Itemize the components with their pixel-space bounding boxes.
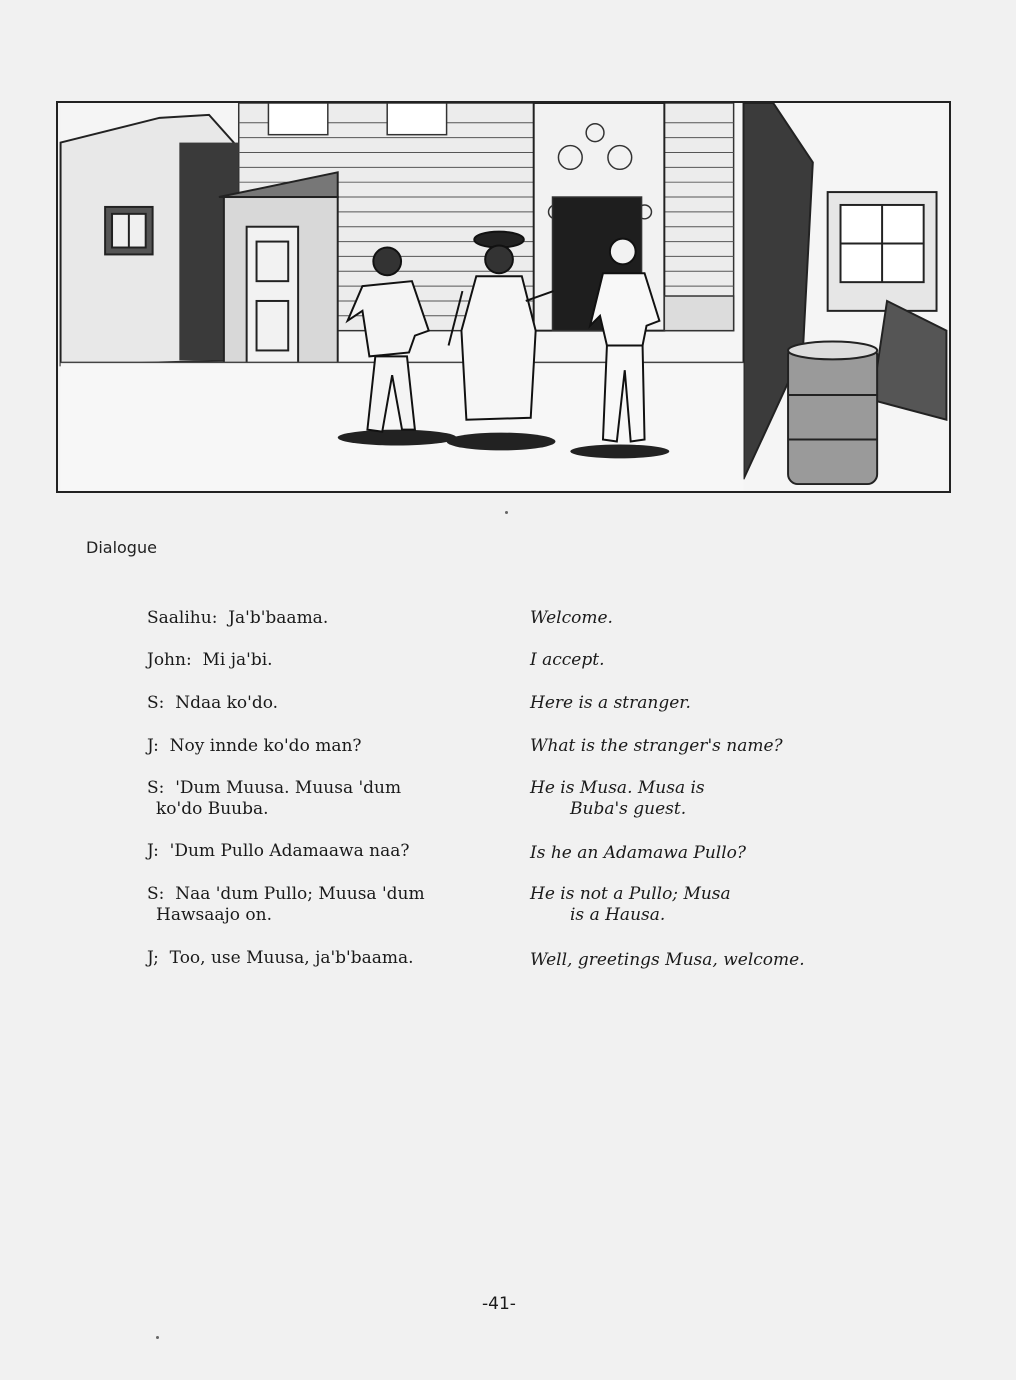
translation-line: He is Musa. Musa is xyxy=(530,778,705,798)
section-heading: Dialogue xyxy=(86,538,157,557)
speaker-label: J; xyxy=(147,948,159,968)
fula-text: Too, use Muusa, ja'b'baama. xyxy=(169,948,414,968)
dialogue-line xyxy=(147,948,414,969)
translation-line: Here is a stranger. xyxy=(530,693,691,713)
scan-speck xyxy=(156,1336,159,1339)
translation-line-continuation: Buba's guest. xyxy=(570,799,687,819)
dialogue-line xyxy=(147,650,273,671)
translation-line: He is not a Pullo; Musa xyxy=(530,884,731,904)
fula-text: 'Dum Muusa. Muusa 'dum xyxy=(175,778,402,798)
speaker-label: J: xyxy=(147,841,159,861)
fula-text: Hawsaajo on. xyxy=(156,905,273,925)
dialogue-line-continuation xyxy=(147,799,269,820)
dialogue-line xyxy=(147,608,328,629)
dialogue-line-continuation xyxy=(147,905,272,926)
speaker-label: J: xyxy=(147,736,159,756)
oil-barrel xyxy=(788,342,877,485)
dialogue-line xyxy=(147,841,409,862)
speaker-label: Saalihu: xyxy=(147,608,218,628)
dialogue-line xyxy=(147,693,278,714)
dialogue-line xyxy=(147,884,425,905)
fula-text: Mi ja'bi. xyxy=(202,650,273,670)
translation-line: Well, greetings Musa, welcome. xyxy=(530,950,805,970)
outhouse xyxy=(219,172,338,365)
fula-text: Noy innde ko'do man? xyxy=(169,736,362,756)
speaker-label: S: xyxy=(147,693,165,713)
dialogue-line xyxy=(147,736,362,757)
translation-line: Welcome. xyxy=(530,608,613,628)
fula-text: Naa 'dum Pullo; Muusa 'dum xyxy=(175,884,425,904)
dialogue-line xyxy=(147,778,401,799)
speaker-label: S: xyxy=(147,884,165,904)
fula-text: 'Dum Pullo Adamaawa naa? xyxy=(169,841,410,861)
scan-speck xyxy=(505,511,508,514)
speaker-label: John: xyxy=(147,650,192,670)
translation-line: Is he an Adamawa Pullo? xyxy=(530,843,746,863)
translation-line-continuation: is a Hausa. xyxy=(570,905,666,925)
illustration-village-scene xyxy=(56,101,951,493)
speaker-label: S: xyxy=(147,778,165,798)
fula-text: ko'do Buuba. xyxy=(156,799,269,819)
fula-text: Ja'b'baama. xyxy=(228,608,329,628)
scene-drawing xyxy=(58,103,949,491)
fula-text: Ndaa ko'do. xyxy=(175,693,279,713)
translation-line: What is the stranger's name? xyxy=(530,736,783,756)
translation-line: I accept. xyxy=(530,650,605,670)
page-number: -41- xyxy=(482,1294,516,1314)
